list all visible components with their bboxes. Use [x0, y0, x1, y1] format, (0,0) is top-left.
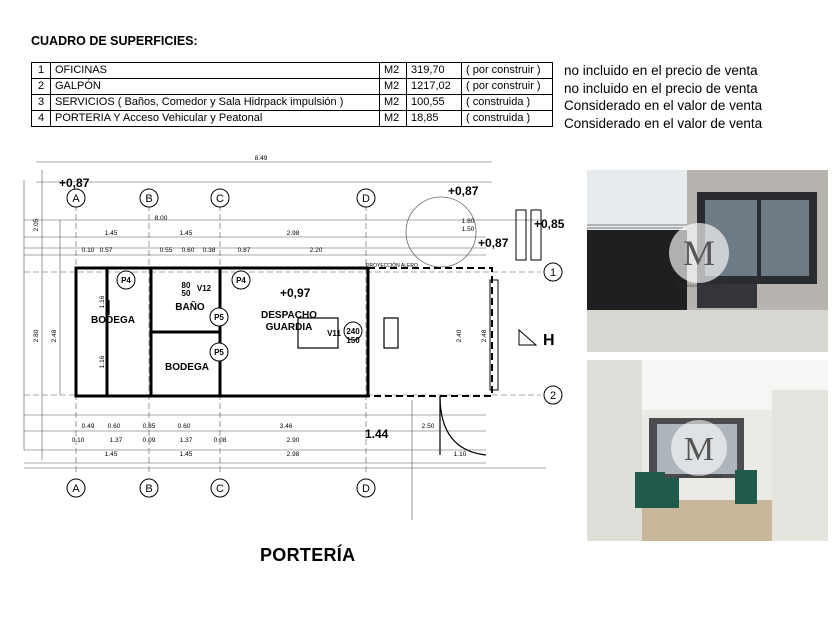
table-row [32, 111, 553, 127]
dimension: 2.48 [51, 329, 58, 343]
axis-label-b: B [145, 193, 153, 205]
row-description: OFICINAS [51, 63, 380, 79]
size-tag: 150 [346, 336, 360, 345]
row-number: 3 [32, 95, 51, 111]
dimension: 2.48 [481, 329, 488, 343]
dimension: 0.08 [213, 437, 227, 444]
axis-label-a: A [72, 193, 80, 205]
level-mark: 1.44 [365, 427, 389, 441]
door-tag: P4 [121, 276, 131, 285]
dimension: 1.45 [104, 451, 118, 458]
logo-text: GESTIÓN INMOBILIARIA [675, 283, 723, 288]
size-tag: 240 [346, 327, 360, 336]
dimension: 1.50 [461, 226, 475, 233]
dimension: PROYECCIÓN ALERO [366, 263, 418, 269]
row-description: GALPÓN [51, 79, 380, 95]
axis-label-2: 2 [549, 390, 557, 402]
table-title: CUADRO DE SUPERFICIES: [31, 34, 198, 48]
axis-label-d: D [362, 193, 370, 205]
dimension: 2.90 [286, 437, 300, 444]
price-note: Considerado en el valor de venta [564, 98, 763, 113]
dimension: 1.37 [109, 437, 123, 444]
price-note: no incluido en el precio de venta [564, 63, 758, 78]
dimension: 2.50 [421, 423, 435, 430]
table-row [32, 79, 553, 95]
dimension: 8.00 [154, 215, 168, 222]
axis-label-c: C [216, 193, 224, 205]
level-mark: +0,87 [448, 184, 479, 198]
row-value: 18,85 [407, 111, 462, 127]
level-mark: +0,97 [280, 286, 311, 300]
row-unit: M2 [380, 95, 407, 111]
dimension: 0.60 [177, 423, 191, 430]
surfaces-table [31, 62, 553, 127]
dimension: 1.45 [179, 451, 193, 458]
row-number: 4 [32, 111, 51, 127]
dimension: 0.10 [71, 437, 85, 444]
dimension: 0.85 [142, 423, 156, 430]
row-status: ( construida ) [462, 95, 553, 111]
room-label: BODEGA [165, 362, 209, 373]
level-mark: +0,87 [478, 236, 509, 250]
axis-label-c: C [216, 483, 224, 495]
size-tag: 50 [181, 289, 191, 298]
row-status: ( por construir ) [462, 63, 553, 79]
room-label: BODEGA [91, 315, 135, 326]
dimension: 1.16 [99, 355, 106, 369]
row-unit: M2 [380, 111, 407, 127]
room-label: GUARDIA [265, 322, 313, 333]
dimension: 0.55 [159, 247, 173, 254]
dimension: 0.60 [107, 423, 121, 430]
table-row [32, 63, 553, 79]
row-value: 319,70 [407, 63, 462, 79]
row-unit: M2 [380, 63, 407, 79]
exterior-photo [587, 170, 828, 352]
dimension: 1.60 [461, 218, 475, 225]
dimension: 2.98 [286, 230, 300, 237]
dimension: 0.60 [181, 247, 195, 254]
svg-text:M: M [682, 233, 716, 273]
section-mark: H [543, 332, 555, 349]
row-unit: M2 [380, 79, 407, 95]
dimension: 0.87 [237, 247, 251, 254]
row-number: 2 [32, 79, 51, 95]
price-notes [564, 62, 762, 132]
dimension: 2.05 [33, 218, 40, 232]
logo-text: GESTIÓN INMOBILIARIA [675, 474, 723, 479]
door-tag: P5 [214, 348, 224, 357]
dimension: 2.40 [456, 329, 463, 343]
dimension: 2.98 [286, 451, 300, 458]
dimension: 1.10 [453, 451, 467, 458]
dimension: 0.57 [99, 247, 113, 254]
axis-label-d: D [362, 483, 370, 495]
dimension: 1.37 [179, 437, 193, 444]
dimension: 0.49 [81, 423, 95, 430]
row-number: 1 [32, 63, 51, 79]
row-status: ( por construir ) [462, 79, 553, 95]
row-status: ( construida ) [462, 111, 553, 127]
dimension: 1.45 [104, 230, 118, 237]
row-value: 1217,02 [407, 79, 462, 95]
dimension: 8.49 [254, 155, 268, 162]
floor-plan [16, 150, 565, 530]
axis-label-a: A [72, 483, 80, 495]
dimension: 1.45 [179, 230, 193, 237]
window-tag: V12 [196, 284, 212, 293]
dimension: 0.10 [81, 247, 95, 254]
axis-label-b: B [145, 483, 153, 495]
door-tag: P5 [214, 313, 224, 322]
plan-caption: PORTERÍA [260, 545, 356, 565]
level-mark: +0,85 [534, 217, 565, 231]
interior-photo [587, 360, 828, 541]
dimension: 3.46 [279, 423, 293, 430]
size-tag: 80 [181, 281, 191, 290]
dimension: 0.09 [142, 437, 156, 444]
price-note: Considerado en el valor de venta [564, 115, 763, 131]
level-mark: +0,87 [59, 176, 90, 190]
dimension: 2.80 [33, 329, 40, 343]
table-row [32, 95, 553, 111]
room-label: BAÑO [175, 302, 205, 313]
dimension: 2.20 [309, 247, 323, 254]
window-tag: V11 [327, 329, 341, 338]
svg-text:M: M [683, 431, 715, 468]
dimension: 1.16 [99, 295, 106, 309]
row-value: 100,55 [407, 95, 462, 111]
row-description: SERVICIOS ( Baños, Comedor y Sala Hidrpack impulsión ) [51, 95, 380, 111]
axis-label-1: 1 [549, 267, 557, 279]
row-description: PORTERIA Y Acceso Vehicular y Peatonal [51, 111, 380, 127]
room-label: DESPACHO [261, 310, 317, 321]
price-note: no incluido en el precio de venta [564, 80, 758, 96]
door-tag: P4 [236, 276, 246, 285]
dimension: 0.38 [202, 247, 216, 254]
